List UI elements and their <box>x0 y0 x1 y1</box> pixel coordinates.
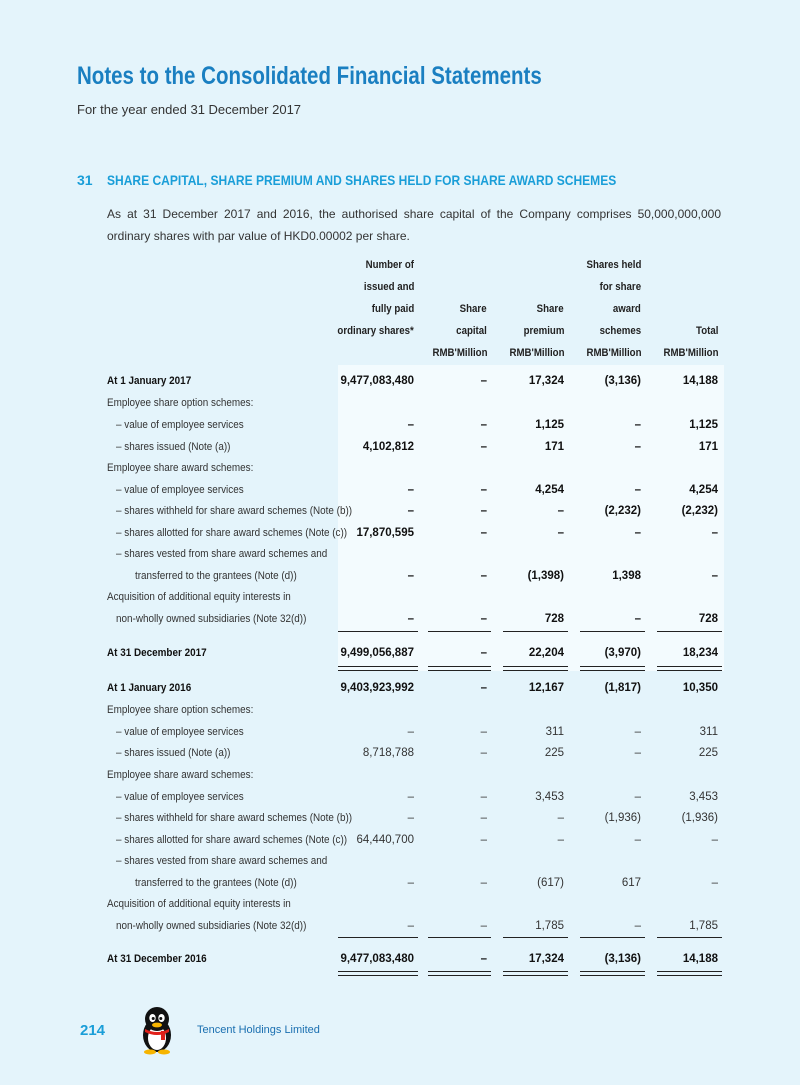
table-cell: – <box>634 920 641 932</box>
table-cell: (1,817) <box>604 682 641 694</box>
table-cell: – <box>711 527 718 539</box>
total-double-rule <box>580 971 645 976</box>
table-cell: 14,188 <box>682 375 718 387</box>
row-label: Employee share award schemes: <box>107 462 254 474</box>
column-header-line: ordinary shares* <box>337 325 414 337</box>
table-cell: – <box>480 726 487 738</box>
table-cell: – <box>407 791 414 803</box>
table-cell: 3,453 <box>689 791 718 803</box>
table-cell: – <box>480 441 487 453</box>
table-cell: – <box>634 791 641 803</box>
table-cell: – <box>407 877 414 889</box>
table-cell: 9,403,923,992 <box>340 682 414 694</box>
table-cell: – <box>480 419 487 431</box>
table-cell: 1,125 <box>535 419 564 431</box>
table-cell: (1,936) <box>604 812 641 824</box>
total-double-rule <box>428 666 491 671</box>
table-cell: 171 <box>544 441 564 453</box>
row-label: At 1 January 2017 <box>107 375 192 387</box>
column-header-line: capital <box>456 325 487 337</box>
row-label: – value of employee services <box>116 484 244 496</box>
table-cell: 617 <box>621 877 641 889</box>
table-cell: – <box>711 877 718 889</box>
subtotal-rule <box>657 631 722 632</box>
table-cell: – <box>407 613 414 625</box>
table-cell: – <box>480 682 487 694</box>
row-label: – shares withheld for share award schemes (Note (b)) <box>116 505 353 517</box>
subtotal-rule <box>503 631 568 632</box>
table-cell: 311 <box>699 726 718 738</box>
table-cell: – <box>480 484 487 496</box>
row-label: Acquisition of additional equity interests in <box>107 591 291 603</box>
table-cell: – <box>480 920 487 932</box>
table-cell: – <box>407 505 414 517</box>
table-cell: (3,136) <box>604 953 641 965</box>
table-cell: – <box>711 834 718 846</box>
column-header-line: premium <box>523 325 564 337</box>
row-label: transferred to the grantees (Note (d)) <box>135 570 297 582</box>
column-unit: RMB'Million <box>663 347 718 359</box>
table-cell: (2,232) <box>604 505 641 517</box>
company-name: Tencent Holdings Limited <box>197 1024 320 1036</box>
table-cell: – <box>557 812 564 824</box>
row-label: – value of employee services <box>116 419 244 431</box>
row-label: transferred to the grantees (Note (d)) <box>135 877 297 889</box>
table-cell: 17,324 <box>528 953 564 965</box>
row-label: – shares allotted for share award schemes (Note (c)) <box>116 834 348 846</box>
table-cell: 18,234 <box>682 647 718 659</box>
column-unit: RMB'Million <box>509 347 564 359</box>
column-header-line: Total <box>695 325 718 337</box>
column-header-line: issued and <box>363 281 414 293</box>
row-label: non-wholly owned subsidiaries (Note 32(d)) <box>116 613 307 625</box>
total-double-rule <box>338 666 418 671</box>
table-cell: 4,254 <box>535 484 564 496</box>
table-cell: 1,785 <box>535 920 564 932</box>
total-double-rule <box>503 971 568 976</box>
total-double-rule <box>657 666 722 671</box>
table-cell: – <box>480 570 487 582</box>
table-cell: 1,785 <box>689 920 718 932</box>
total-double-rule <box>503 666 568 671</box>
table-cell: 1,398 <box>612 570 641 582</box>
table-cell: 22,204 <box>528 647 564 659</box>
table-cell: 64,440,700 <box>356 834 414 846</box>
table-cell: – <box>634 726 641 738</box>
row-label: – shares issued (Note (a)) <box>116 747 231 759</box>
table-cell: – <box>480 613 487 625</box>
column-header-line: Share <box>537 303 564 315</box>
page-number: 214 <box>80 1022 106 1039</box>
table-cell: 9,477,083,480 <box>340 375 414 387</box>
table-cell: – <box>480 747 487 759</box>
table-cell: – <box>480 791 487 803</box>
row-label: Acquisition of additional equity interests in <box>107 898 291 910</box>
total-double-rule <box>428 971 491 976</box>
row-label: – shares issued (Note (a)) <box>116 441 231 453</box>
row-label: – shares vested from share award schemes and <box>116 855 328 867</box>
column-header-line: schemes <box>599 325 641 337</box>
row-label: Employee share option schemes: <box>107 704 254 716</box>
table-cell: – <box>407 484 414 496</box>
table-cell: (2,232) <box>681 505 718 517</box>
table-cell: – <box>634 441 641 453</box>
table-cell: – <box>480 505 487 517</box>
row-label: – shares allotted for share award schemes (Note (c)) <box>116 527 348 539</box>
table-cell: – <box>407 570 414 582</box>
table-cell: 728 <box>698 613 718 625</box>
column-header-line: fully paid <box>371 303 414 315</box>
page-subtitle: For the year ended 31 December 2017 <box>77 102 302 117</box>
row-label: Employee share award schemes: <box>107 769 254 781</box>
table-cell: 3,453 <box>535 791 564 803</box>
table-cell: – <box>634 834 641 846</box>
subtotal-rule <box>338 631 418 632</box>
table-cell: – <box>634 484 641 496</box>
column-header-line: Share <box>460 303 487 315</box>
table-cell: – <box>480 834 487 846</box>
table-cell: – <box>711 570 718 582</box>
row-label: At 31 December 2016 <box>107 953 207 965</box>
table-cell: 4,102,812 <box>362 441 414 453</box>
subtotal-rule <box>580 631 645 632</box>
column-header-line: Number of <box>365 259 414 271</box>
column-header-line: for share <box>599 281 641 293</box>
table-cell: (1,398) <box>527 570 564 582</box>
row-label: At 1 January 2016 <box>107 682 192 694</box>
table-cell: – <box>407 419 414 431</box>
section-title: SHARE CAPITAL, SHARE PREMIUM AND SHARES HELD FOR SHARE AWARD SCHEMES <box>107 172 617 188</box>
table-cell: (617) <box>537 877 564 889</box>
column-header-line: Shares held <box>586 259 641 271</box>
table-cell: – <box>480 953 487 965</box>
table-cell: – <box>480 647 487 659</box>
table-cell: – <box>407 920 414 932</box>
subtotal-rule <box>338 937 418 938</box>
table-cell: 9,499,056,887 <box>340 647 414 659</box>
table-cell: 17,870,595 <box>356 527 414 539</box>
table-cell: 17,324 <box>528 375 564 387</box>
row-label: – shares withheld for share award schemes (Note (b)) <box>116 812 353 824</box>
table-cell: 12,167 <box>528 682 564 694</box>
table-cell: – <box>634 419 641 431</box>
table-cell: – <box>407 812 414 824</box>
table-cell: 225 <box>544 747 564 759</box>
table-cell: 171 <box>698 441 718 453</box>
column-header-line: award <box>613 303 641 315</box>
table-cell: 1,125 <box>689 419 718 431</box>
table-cell: (3,136) <box>604 375 641 387</box>
penguin-logo-icon <box>137 1005 177 1060</box>
row-label: non-wholly owned subsidiaries (Note 32(d)) <box>116 920 307 932</box>
subtotal-rule <box>428 937 491 938</box>
table-cell: 4,254 <box>689 484 718 496</box>
total-double-rule <box>580 666 645 671</box>
table-cell: – <box>480 812 487 824</box>
table-cell: 728 <box>544 613 564 625</box>
total-double-rule <box>338 971 418 976</box>
row-label: – value of employee services <box>116 726 244 738</box>
table-cell: – <box>480 877 487 889</box>
table-cell: – <box>480 375 487 387</box>
page-title: Notes to the Consolidated Financial Statements <box>77 62 542 90</box>
table-cell: (1,936) <box>681 812 718 824</box>
subtotal-rule <box>428 631 491 632</box>
column-unit: RMB'Million <box>432 347 487 359</box>
section-number: 31 <box>77 172 93 188</box>
table-cell: 9,477,083,480 <box>340 953 414 965</box>
table-cell: 225 <box>698 747 718 759</box>
table-cell: (3,970) <box>604 647 641 659</box>
table-cell: – <box>557 505 564 517</box>
subtotal-rule <box>657 937 722 938</box>
table-cell: 311 <box>545 726 564 738</box>
table-cell: – <box>407 726 414 738</box>
table-cell: – <box>634 613 641 625</box>
subtotal-rule <box>503 937 568 938</box>
column-unit: RMB'Million <box>586 347 641 359</box>
table-cell: 14,188 <box>682 953 718 965</box>
section-intro: As at 31 December 2017 and 2016, the authorised share capital of the Company comprises 50,000,000,000 ordinary shares with par value of HKD0.00002 per share. <box>107 207 721 243</box>
table-cell: – <box>557 527 564 539</box>
table-cell: – <box>634 747 641 759</box>
row-label: Employee share option schemes: <box>107 397 254 409</box>
table-cell: 8,718,788 <box>362 747 414 759</box>
table-cell: 10,350 <box>682 682 718 694</box>
table-cell: – <box>634 527 641 539</box>
current-year-highlight <box>338 365 724 671</box>
row-label: – shares vested from share award schemes and <box>116 548 328 560</box>
total-double-rule <box>657 971 722 976</box>
subtotal-rule <box>580 937 645 938</box>
table-cell: – <box>480 527 487 539</box>
row-label: At 31 December 2017 <box>107 647 207 659</box>
row-label: – value of employee services <box>116 791 244 803</box>
table-cell: – <box>557 834 564 846</box>
